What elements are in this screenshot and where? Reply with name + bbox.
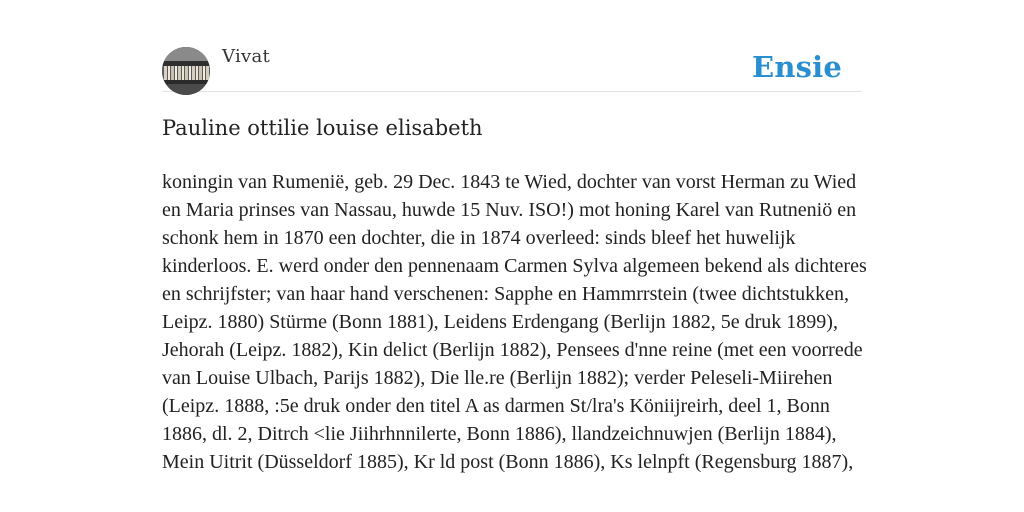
library-bookshelf-icon [162,47,210,95]
source-header [162,0,862,92]
source-avatar[interactable] [162,47,210,95]
page-container [162,0,867,473]
source-name[interactable]: Vivat [222,46,271,67]
article-title: Pauline ottilie louise elisabeth [162,116,483,140]
brand-logo[interactable]: Ensie [752,50,842,84]
article-body: koningin van Rumenië, geb. 29 Dec. 1843 te Wied, dochter van vorst Herman zu Wied en Maria prinses van Nassau, huwde 15 Nuv. ISO!) mot honing Karel van Rutneniö en schonk hem in 1870 een dochter, die in 1874 overleed: sinds bleef het huwelijk kinderloos. E. werd onder den pennenaam Carmen Sylva algemeen bekend als dichteres en schrijfster; van haar hand verschenen: Sapphe en Hammrrstein (twee dichtstukken, Leipz. 1880) Stürme (Bonn 1881), Leidens Erdengang (Berlijn 1882, 5e druk 1899), Jehorah (Leipz. 1882), Kin delict (Berlijn 1882), Pensees d'nne reine (met een voorrede van Louise Ulbach, Parijs 1882), Die lle.re (Berlijn 1882); verder Peleseli-Miirehen (Leipz. 1888, :5e druk onder den titel A as darmen St/lra's Köniijreirh, deel 1, Bonn 1886, dl. 2, Ditrch <lie Jiihrhnnilerte, Bonn 1886), llandzeichnuwjen (Berlijn 1884), Mein Uitrit (Düsseldorf 1885), Kr ld post (Bonn 1886), Ks lelnpft (Regensburg 1887), [162,171,867,473]
